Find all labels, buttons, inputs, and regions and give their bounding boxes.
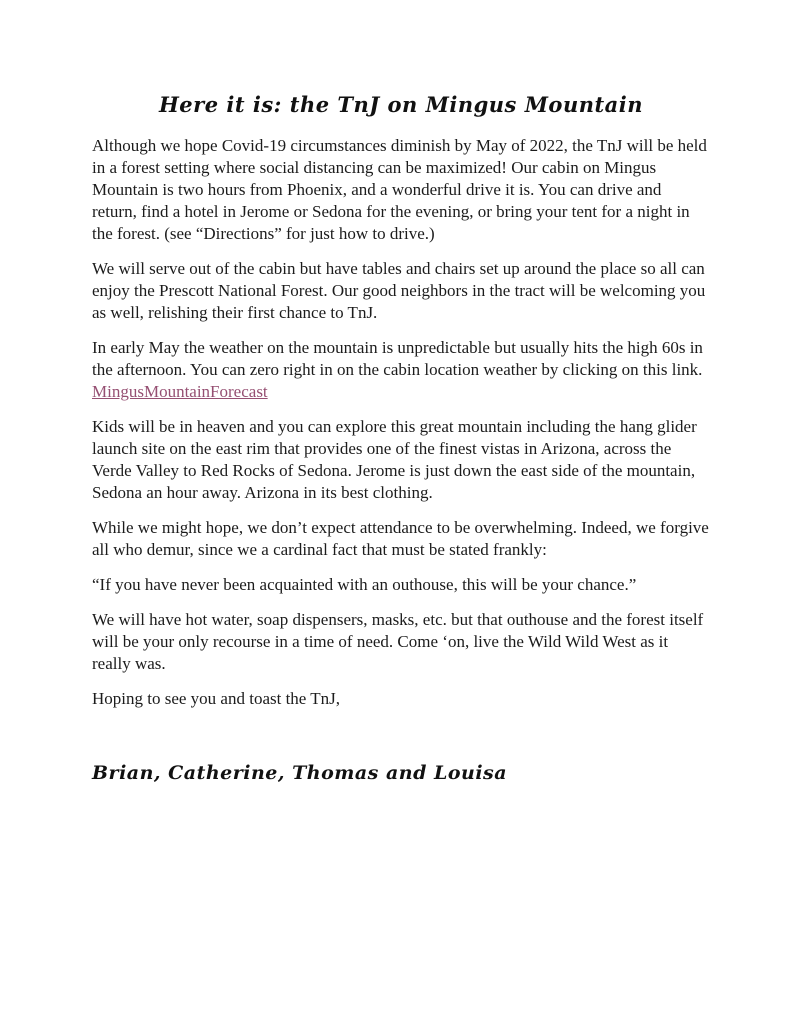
paragraph-closing: Hoping to see you and toast the TnJ, [92,689,341,708]
paragraph-weather-text: In early May the weather on the mountain is unpredictable but usually hits the high 60s in the afternoon. You can zero right in on the cabin location weather by clicking on this link. [92,338,703,379]
paragraph-intro: Although we hope Covid-19 circumstances diminish by May of 2022, the TnJ will be held in a forest setting where social distancing can be maximized! Our cabin on Mingus Mountain is two hours from Phoenix, and a wonderful drive it is. You can drive and return, find a hotel in Jerome or Sedona for the evening, or bring your tent for a night in the forest. (see “Directions” for just how to drive.) [92,136,707,243]
paragraph-attendance: While we might hope, we don’t expect attendance to be overwhelming. Indeed, we forgive all who demur, since we a cardinal fact that must be stated frankly: [92,518,709,559]
letter-content [92,92,710,784]
paragraph-kids: Kids will be in heaven and you can explore this great mountain including the hang glider launch site on the east rim that provides one of the finest vistas in Arizona, across the Verde Valley to Red Rocks of Sedona. Jerome is just down the east side of the mountain, Sedona an hour away. Arizona in its best clothing. [92,417,697,502]
paragraph-weather [92,337,710,403]
mingus-mountain-forecast-link[interactable]: MingusMountainForecast [92,382,268,401]
signature: Brian, Catherine, Thomas and Louisa [92,762,508,784]
paragraph-outhouse-quote: “If you have never been acquainted with an outhouse, this will be your chance.” [92,575,637,594]
paragraph-amenities: We will have hot water, soap dispensers, masks, etc. but that outhouse and the forest itself will be your only recourse in a time of need. Come ‘on, live the Wild Wild West as it really was. [92,610,704,673]
letter-title: Here it is: the TnJ on Mingus Mountain [158,92,644,117]
paragraph-serving: We will serve out of the cabin but have tables and chairs set up around the place so all can enjoy the Prescott National Forest. Our good neighbors in the tract will be welcoming you as well, relishing their first chance to TnJ. [92,259,706,322]
